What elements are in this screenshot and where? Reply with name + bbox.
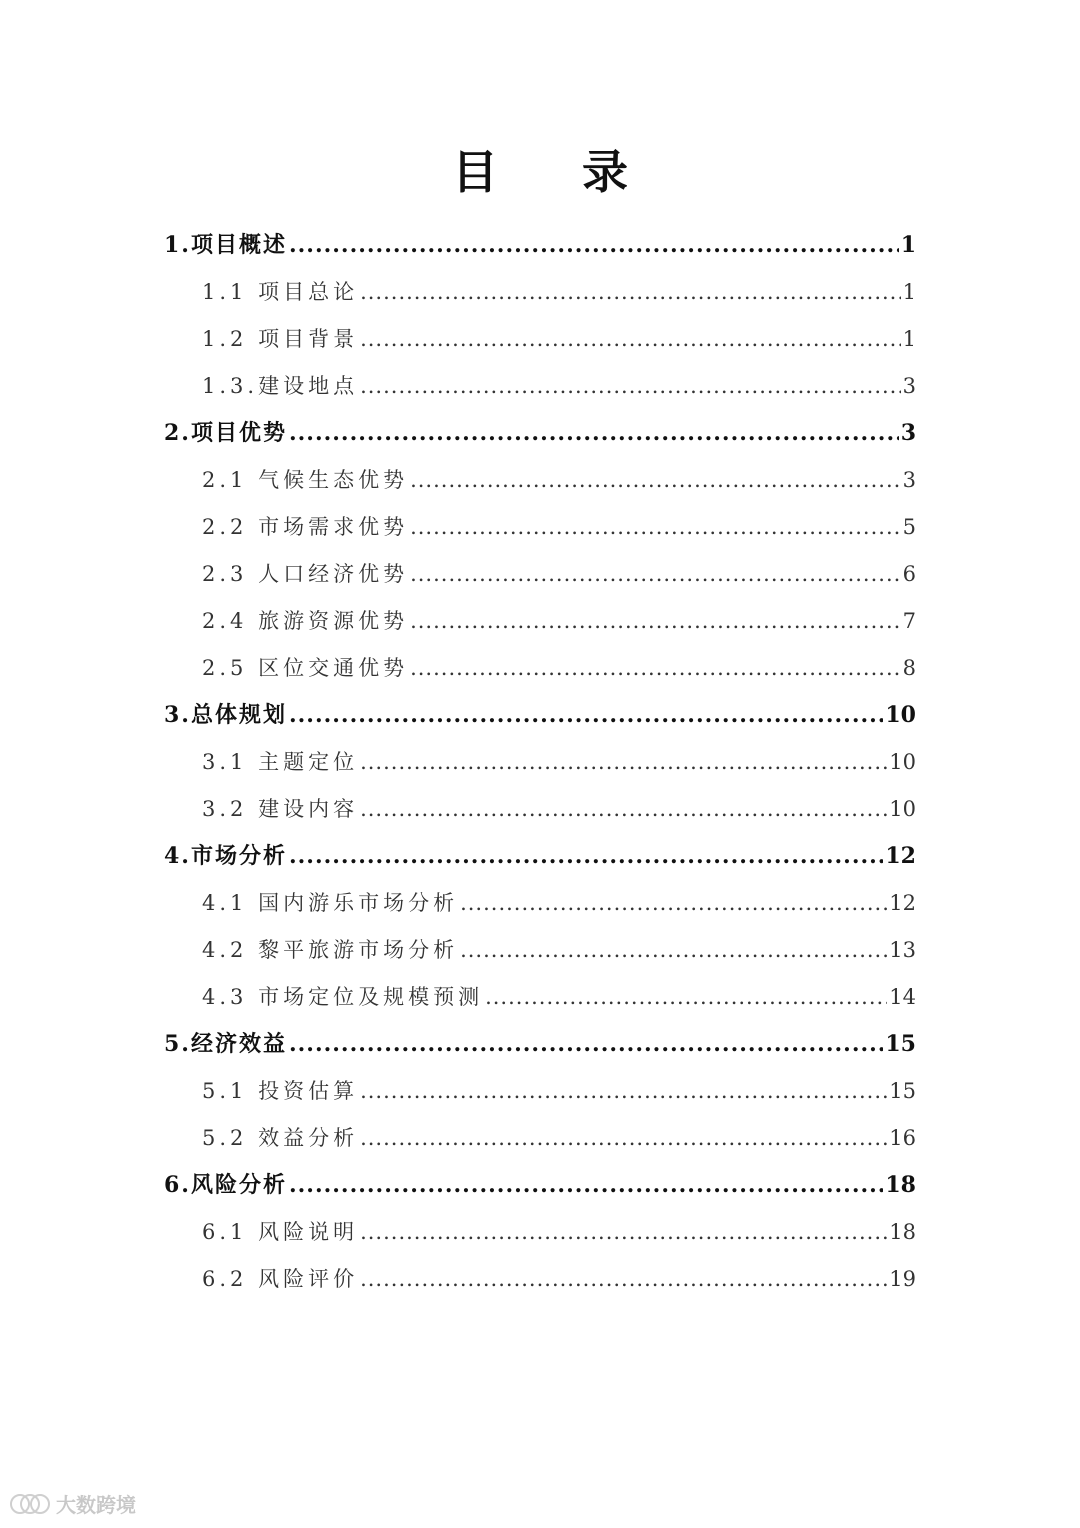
toc-leader-dots (410, 504, 901, 551)
toc-entry-page: 6 (902, 562, 916, 586)
three-circles-logo-icon (10, 1491, 50, 1515)
toc-entry-label: 4.市场分析 (164, 843, 287, 869)
toc-leader-dots (410, 551, 901, 598)
toc-entry-page: 13 (889, 938, 916, 962)
toc-entry-page: 10 (885, 702, 916, 728)
toc-entry-label: 1.1 项目总论 (202, 280, 359, 304)
toc-entry-page: 15 (885, 1031, 916, 1057)
toc-entry[interactable] (164, 692, 916, 739)
toc-entry-label: 1.项目概述 (164, 232, 287, 258)
toc-entry[interactable] (202, 363, 916, 410)
toc-entry-label: 4.3 市场定位及规模预测 (202, 985, 484, 1009)
toc-leader-dots (410, 598, 901, 645)
toc-entry[interactable] (164, 410, 916, 457)
toc-entry-label: 6.2 风险评价 (202, 1267, 359, 1291)
toc-leader-dots (360, 316, 901, 363)
toc-entry-page: 5 (902, 515, 916, 539)
toc-entry-page: 12 (889, 891, 916, 915)
toc-entry-page: 7 (902, 609, 916, 633)
toc-leader-dots (289, 1021, 883, 1068)
toc-entry[interactable] (202, 786, 916, 833)
toc-leader-dots (360, 1115, 887, 1162)
toc-entry-label: 5.2 效益分析 (202, 1126, 359, 1150)
toc-leader-dots (289, 692, 883, 739)
toc-entry-label: 4.1 国内游乐市场分析 (202, 891, 459, 915)
toc-entry[interactable] (202, 551, 916, 598)
toc-entry-label: 3.总体规划 (164, 702, 287, 728)
toc-leader-dots (360, 786, 887, 833)
toc-entry[interactable] (164, 833, 916, 880)
toc-entry[interactable] (202, 316, 916, 363)
toc-entry-label: 4.2 黎平旅游市场分析 (202, 938, 459, 962)
toc-entry-page: 1 (902, 280, 916, 304)
toc-entry-page: 1 (900, 232, 916, 258)
toc-leader-dots (485, 974, 887, 1021)
toc-entry[interactable] (164, 222, 916, 269)
toc-entry[interactable] (202, 974, 916, 1021)
toc-leader-dots (460, 927, 887, 974)
toc-entry-page: 15 (889, 1079, 916, 1103)
toc-entry-page: 18 (885, 1172, 916, 1198)
watermark-text: 大数跨境 (56, 1492, 136, 1517)
toc-leader-dots (289, 410, 899, 457)
toc-entry-label: 2.4 旅游资源优势 (202, 609, 409, 633)
toc-leader-dots (410, 645, 901, 692)
toc-entry[interactable] (202, 645, 916, 692)
toc-entry-page: 8 (902, 656, 916, 680)
toc-entry-label: 2.5 区位交通优势 (202, 656, 409, 680)
toc-entry-label: 3.1 主题定位 (202, 750, 359, 774)
toc-leader-dots (360, 1209, 887, 1256)
toc-entry[interactable] (202, 927, 916, 974)
toc-entry-page: 10 (889, 750, 916, 774)
toc-entry-page: 3 (900, 420, 916, 446)
toc-entry[interactable] (202, 1256, 916, 1303)
page-title: 目 录 (451, 145, 662, 199)
toc-entry-label: 2.1 气候生态优势 (202, 468, 409, 492)
toc-entry-label: 3.2 建设内容 (202, 797, 359, 821)
toc-entry[interactable] (202, 598, 916, 645)
toc-entry-label: 2.2 市场需求优势 (202, 515, 409, 539)
toc-entry[interactable] (202, 739, 916, 786)
toc-entry[interactable] (202, 1115, 916, 1162)
toc-leader-dots (289, 1162, 883, 1209)
toc-entry[interactable] (202, 1068, 916, 1115)
toc-entry[interactable] (202, 880, 916, 927)
toc-entry-label: 2.项目优势 (164, 420, 287, 446)
toc-entry-page: 1 (902, 327, 916, 351)
toc-entry-label: 6.风险分析 (164, 1172, 287, 1198)
toc-entry-page: 3 (902, 374, 916, 398)
toc-entry-page: 14 (889, 985, 916, 1009)
toc-leader-dots (360, 1068, 887, 1115)
toc-entry[interactable] (164, 1021, 916, 1068)
toc-entry-page: 12 (885, 843, 916, 869)
toc-entry-page: 3 (902, 468, 916, 492)
toc-entry-label: 5.1 投资估算 (202, 1079, 359, 1103)
toc-entry-page: 10 (889, 797, 916, 821)
toc-entry-page: 18 (889, 1220, 916, 1244)
toc-entry[interactable] (202, 1209, 916, 1256)
toc-entry-page: 19 (889, 1267, 916, 1291)
toc-entry-label: 1.3.建设地点 (202, 374, 359, 398)
toc-entry-label: 6.1 风险说明 (202, 1220, 359, 1244)
toc-leader-dots (360, 363, 901, 410)
toc-leader-dots (460, 880, 887, 927)
toc-leader-dots (289, 833, 883, 880)
toc-entry-page: 16 (889, 1126, 916, 1150)
toc-leader-dots (289, 222, 899, 269)
toc-entry[interactable] (202, 457, 916, 504)
toc-entry[interactable] (202, 504, 916, 551)
toc-entry[interactable] (202, 269, 916, 316)
toc-entry-label: 2.3 人口经济优势 (202, 562, 409, 586)
toc-leader-dots (360, 269, 901, 316)
toc-entry[interactable] (164, 1162, 916, 1209)
toc-entry-label: 5.经济效益 (164, 1031, 287, 1057)
toc-leader-dots (360, 1256, 887, 1303)
toc-leader-dots (360, 739, 887, 786)
toc-entry-label: 1.2 项目背景 (202, 327, 359, 351)
watermark (10, 1488, 136, 1518)
toc-leader-dots (410, 457, 901, 504)
